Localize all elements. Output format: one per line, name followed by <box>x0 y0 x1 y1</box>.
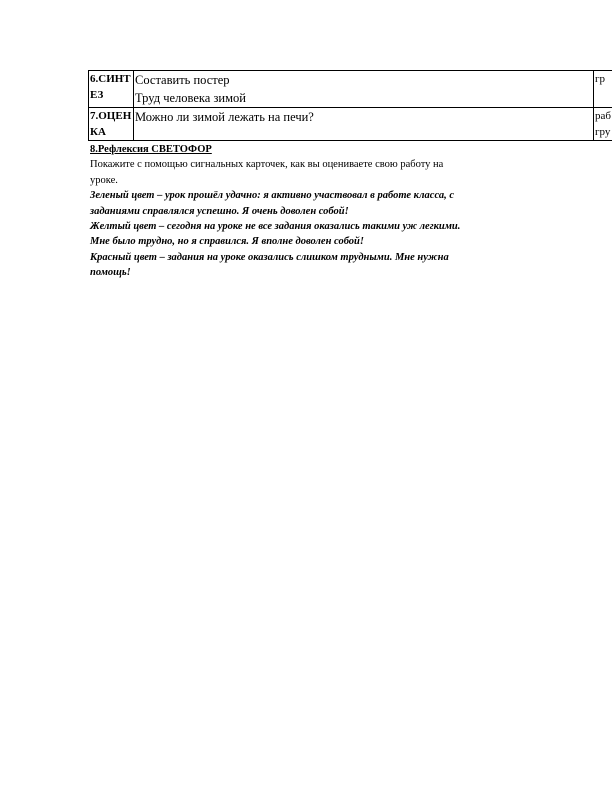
task-text-line: Составить постер <box>135 73 230 87</box>
green-card-description: заданиями справлялся успешно. Я очень доволен собой! <box>90 205 349 217</box>
work-form-line: гру <box>595 126 611 138</box>
work-form-cell-synthesis <box>594 71 612 108</box>
reflection-intro-line: уроке. <box>90 174 118 186</box>
task-text-line: Можно ли зимой лежать на печи? <box>135 110 314 124</box>
green-card-description: Зеленый цвет – урок прошёл удачно: я активно участвовал в работе класса, с <box>90 190 455 202</box>
task-cell-synthesis <box>134 71 594 108</box>
stage-label-line: 6.СИНТ <box>90 73 131 85</box>
reflection-intro-line: Покажите с помощью сигнальных карточек, как вы оцениваете свою работу на <box>90 159 444 171</box>
work-form-line: гр <box>595 73 606 85</box>
red-card-description: помощь! <box>90 267 131 279</box>
yellow-card-description: Мне было трудно, но я справился. Я вполне доволен собой! <box>90 236 364 248</box>
section-heading: 8.Рефлексия СВЕТОФОР <box>90 144 212 155</box>
lesson-stages-table <box>88 70 612 141</box>
work-form-line: раб <box>595 110 611 122</box>
red-card-description: Красный цвет – задания на уроке оказались слишком трудными. Мне нужна <box>90 251 449 263</box>
work-form-cell-evaluation <box>594 108 612 141</box>
stage-label-line: ЕЗ <box>90 89 104 101</box>
table-row <box>89 108 612 141</box>
task-text-line: Труд человека зимой <box>135 91 246 105</box>
stage-cell-synthesis <box>89 71 134 108</box>
task-cell-evaluation <box>134 108 594 141</box>
yellow-card-description: Желтый цвет – сегодня на уроке не все задания оказались такими уж легкими. <box>90 221 461 233</box>
stage-cell-evaluation <box>89 108 134 141</box>
stage-label-line: КА <box>90 126 106 138</box>
reflection-section <box>90 142 530 281</box>
stage-label-line: 7.ОЦЕН <box>90 110 132 122</box>
table-row <box>89 71 612 108</box>
